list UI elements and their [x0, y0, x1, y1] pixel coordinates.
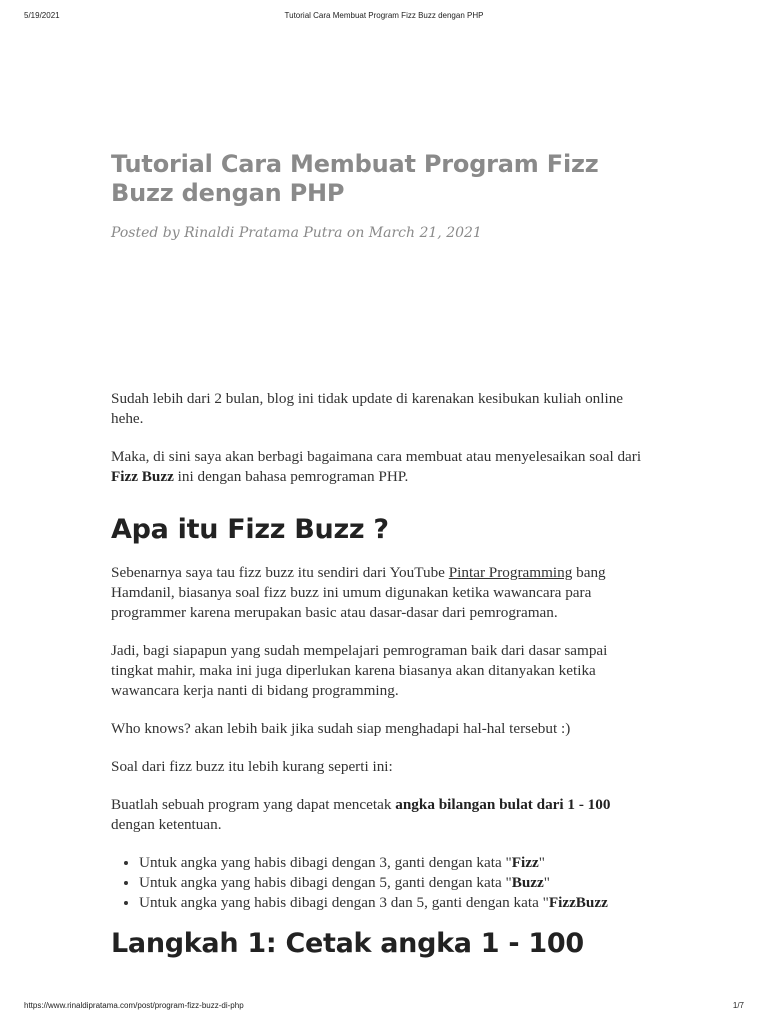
paragraph-intro: Sudah lebih dari 2 bulan, blog ini tidak update di karenakan kesibukan kuliah online hehe. [111, 390, 624, 427]
print-page-number: 1/7 [732, 1001, 744, 1010]
bold-text: angka bilangan bulat dari 1 - 100 [395, 796, 611, 813]
text: dengan ketentuan. [111, 816, 222, 833]
bold-text: Buzz [511, 874, 544, 891]
text: Untuk angka yang habis dibagi dengan 3 dan 5, ganti dengan kata " [139, 894, 549, 911]
list-item [139, 873, 651, 893]
list-item [139, 853, 651, 873]
list-item [139, 893, 651, 913]
rules-list [111, 853, 651, 913]
text: " [543, 874, 550, 891]
text: Maka, di sini saya akan berbagi bagaimana cara membuat atau menyelesaikan soal dari [111, 448, 642, 465]
text: ini dengan bahasa pemrograman PHP. [173, 468, 409, 485]
post-content [111, 389, 651, 977]
bold-text: Fizz Buzz [111, 468, 174, 485]
print-header [24, 11, 744, 23]
paragraph-purpose [111, 447, 651, 487]
print-url: https://www.rinaldipratama.com/post/program-fizz-buzz-di-php [24, 1001, 244, 1010]
text: Buatlah sebuah program yang dapat mencetak [111, 796, 396, 813]
link-pintar-programming[interactable]: Pintar Programming [448, 564, 573, 581]
text: bang Hamdanil, biasanya soal fizz buzz ini umum digunakan ketika wawancara para programmer karena merupakan basic atau dasar-dasar dari pemrograman. [111, 564, 606, 621]
bold-text: Fizz [511, 854, 539, 871]
paragraph-task [111, 795, 651, 835]
post-title: Tutorial Cara Membuat Program Fizz Buzz dengan PHP [111, 150, 599, 207]
paragraph-source [111, 563, 651, 623]
print-footer [24, 1001, 744, 1013]
heading-apa-itu-fizz-buzz: Apa itu Fizz Buzz ? [111, 514, 389, 545]
paragraph-soal: Soal dari fizz buzz itu lebih kurang seperti ini: [111, 758, 393, 775]
text: Untuk angka yang habis dibagi dengan 5, ganti dengan kata " [139, 874, 512, 891]
text: " [538, 854, 545, 871]
paragraph-who: Jadi, bagi siapapun yang sudah mempelajari pemrograman baik dari dasar sampai tingkat mahir, maka ini juga diperlukan karena biasanya akan ditanyakan ketika wawancara kerja nanti di bidang programming. [111, 642, 608, 699]
bold-text: FizzBuzz [548, 894, 608, 911]
text: Sebenarnya saya tau fizz buzz itu sendiri dari YouTube [111, 564, 449, 581]
print-page-title: Tutorial Cara Membuat Program Fizz Buzz dengan PHP [284, 11, 484, 20]
paragraph-who-knows: Who knows? akan lebih baik jika sudah siap menghadapi hal-hal tersebut :) [111, 720, 571, 737]
text: Untuk angka yang habis dibagi dengan 3, ganti dengan kata " [139, 854, 512, 871]
heading-langkah-1: Langkah 1: Cetak angka 1 - 100 [111, 928, 584, 959]
post-meta: Posted by Rinaldi Pratama Putra on March 21, 2021 [111, 225, 482, 241]
print-date: 5/19/2021 [24, 11, 60, 20]
